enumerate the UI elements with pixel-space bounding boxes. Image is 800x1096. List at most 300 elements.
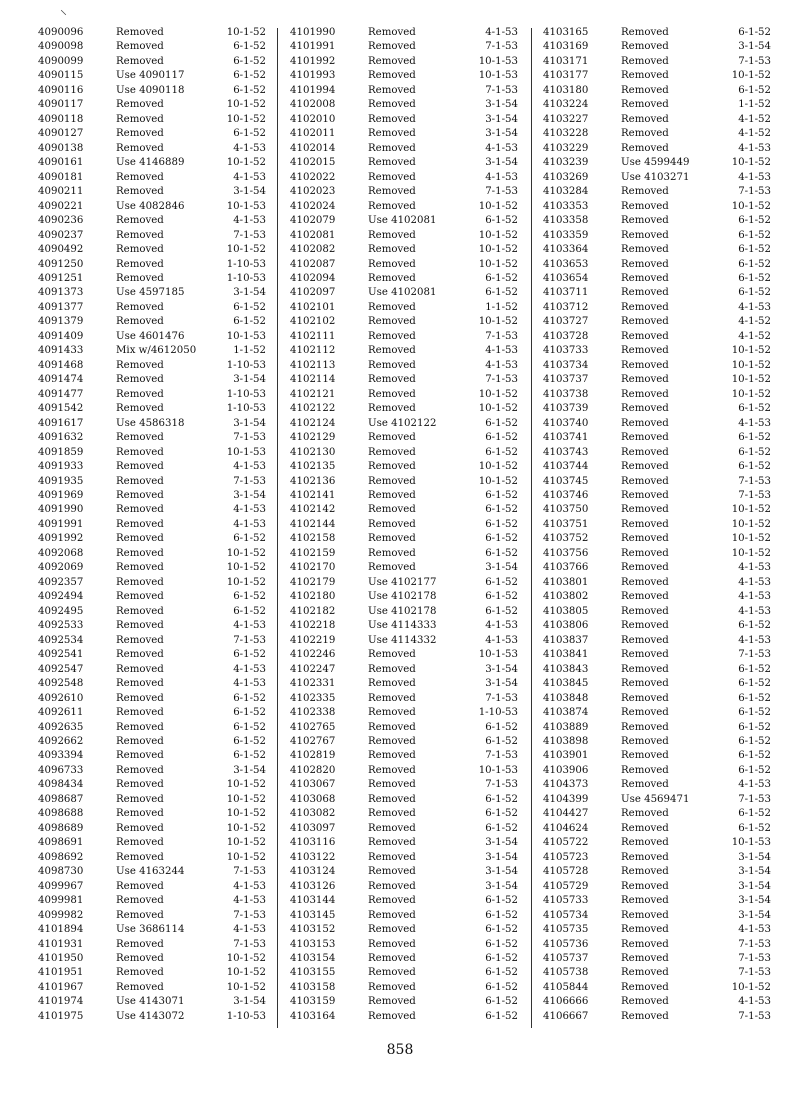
table-row — [290, 590, 540, 604]
status: Removed — [116, 735, 164, 747]
part-number: 4103766 — [543, 562, 589, 574]
date: 4-1-53 — [485, 345, 518, 357]
part-number: 4103144 — [290, 895, 336, 907]
date: 4-1-53 — [738, 779, 771, 791]
part-number: 4101992 — [290, 55, 336, 67]
part-number: 4101975 — [38, 1010, 84, 1022]
status: Removed — [116, 461, 164, 473]
date: 6-1-52 — [738, 692, 771, 704]
date: 6-1-52 — [485, 215, 518, 227]
part-number: 4091474 — [38, 374, 84, 386]
date: 10-1-52 — [478, 200, 518, 212]
part-number: 4102180 — [290, 591, 336, 603]
part-number: 4101931 — [38, 938, 84, 950]
column-2 — [290, 26, 540, 1024]
part-number: 4102246 — [290, 649, 336, 661]
table-row — [290, 851, 540, 865]
part-number: 4091935 — [38, 475, 84, 487]
table-row — [543, 98, 793, 112]
status: Removed — [368, 301, 416, 313]
table-row — [290, 417, 540, 431]
status: Removed — [621, 649, 669, 661]
part-number: 4105728 — [543, 866, 589, 878]
table-row — [543, 952, 793, 966]
table-row — [543, 532, 793, 546]
status: Removed — [116, 316, 164, 328]
table-row — [290, 677, 540, 691]
table-row — [290, 619, 540, 633]
status: Removed — [368, 837, 416, 849]
table-row — [543, 272, 793, 286]
status: Removed — [368, 822, 416, 834]
part-number: 4103901 — [543, 750, 589, 762]
date: 3-1-54 — [485, 678, 518, 690]
part-number: 4101967 — [38, 981, 84, 993]
table-row — [543, 938, 793, 952]
table-row — [290, 315, 540, 329]
date: 6-1-52 — [485, 808, 518, 820]
status: Removed — [368, 547, 416, 559]
table-row — [38, 84, 288, 98]
date: 6-1-52 — [485, 591, 518, 603]
part-number: 4102024 — [290, 200, 336, 212]
status: Removed — [368, 229, 416, 241]
table-row — [38, 431, 288, 445]
part-number: 4102129 — [290, 432, 336, 444]
status: Removed — [621, 330, 669, 342]
status: Removed — [116, 186, 164, 198]
part-number: 4102023 — [290, 186, 336, 198]
part-number: 4091992 — [38, 533, 84, 545]
table-row — [543, 706, 793, 720]
table-row — [543, 619, 793, 633]
table-row — [290, 84, 540, 98]
table-row — [543, 460, 793, 474]
part-number: 4099981 — [38, 895, 84, 907]
date: 4-1-53 — [485, 27, 518, 38]
part-number: 4103171 — [543, 55, 589, 67]
status: Removed — [621, 99, 669, 111]
status: Removed — [621, 967, 669, 979]
status: Use 4102177 — [368, 576, 437, 588]
table-row — [290, 431, 540, 445]
part-number: 4092635 — [38, 721, 84, 733]
status: Removed — [368, 518, 416, 530]
date: 4-1-53 — [233, 171, 266, 183]
status: Removed — [368, 359, 416, 371]
part-number: 4093394 — [38, 750, 84, 762]
date: 3-1-54 — [738, 41, 771, 53]
status: Use 4143071 — [116, 996, 185, 1008]
date: 4-1-53 — [738, 591, 771, 603]
part-number: 4091969 — [38, 490, 84, 501]
part-number: 4092068 — [38, 547, 84, 559]
date: 1-10-53 — [478, 707, 518, 719]
date: 6-1-52 — [485, 1010, 518, 1022]
table-row — [38, 344, 288, 358]
part-number: 4103164 — [290, 1010, 336, 1022]
table-row — [543, 634, 793, 648]
table-row — [290, 532, 540, 546]
date: 10-1-52 — [226, 157, 266, 169]
date: 6-1-52 — [485, 822, 518, 834]
table-row — [290, 836, 540, 850]
status: Removed — [368, 909, 416, 921]
date: 6-1-52 — [485, 490, 518, 501]
status: Removed — [621, 547, 669, 559]
table-row — [38, 55, 288, 69]
table-row — [38, 489, 288, 503]
part-number: 4105722 — [543, 837, 589, 849]
status: Removed — [621, 55, 669, 67]
status: Removed — [116, 822, 164, 834]
date: 7-1-53 — [738, 1010, 771, 1022]
table-row — [38, 764, 288, 778]
date: 7-1-53 — [738, 793, 771, 805]
table-row — [543, 836, 793, 850]
part-number: 4102142 — [290, 504, 336, 516]
table-row — [290, 200, 540, 214]
table-row — [38, 706, 288, 720]
part-number: 4103740 — [543, 417, 589, 429]
part-number: 4103906 — [543, 764, 589, 776]
status: Removed — [116, 490, 164, 501]
table-row — [543, 489, 793, 503]
table-row — [290, 489, 540, 503]
part-number: 4090492 — [38, 244, 84, 256]
status: Removed — [368, 953, 416, 964]
status: Removed — [116, 576, 164, 588]
part-number: 4102141 — [290, 490, 336, 501]
status: Removed — [621, 735, 669, 747]
date: 4-1-53 — [233, 663, 266, 675]
status: Removed — [368, 244, 416, 256]
status: Removed — [116, 229, 164, 241]
part-number: 4103739 — [543, 403, 589, 415]
status: Removed — [116, 432, 164, 444]
part-number: 4105723 — [543, 851, 589, 863]
part-number: 4103745 — [543, 475, 589, 487]
part-number: 4103712 — [543, 301, 589, 313]
date: 10-1-53 — [478, 70, 518, 82]
table-row — [290, 503, 540, 517]
date: 7-1-53 — [738, 55, 771, 67]
status: Removed — [116, 258, 164, 270]
date: 4-1-53 — [233, 142, 266, 154]
table-row — [290, 749, 540, 763]
date: 3-1-54 — [233, 996, 266, 1008]
date: 4-1-53 — [233, 504, 266, 516]
part-number: 4091373 — [38, 287, 84, 299]
status: Removed — [116, 634, 164, 646]
date: 10-1-52 — [226, 547, 266, 559]
date: 4-1-53 — [738, 576, 771, 588]
part-number: 4102122 — [290, 403, 336, 415]
table-row — [543, 142, 793, 156]
status: Removed — [368, 258, 416, 270]
part-number: 4103227 — [543, 113, 589, 125]
part-number: 4102111 — [290, 330, 336, 342]
date: 3-1-54 — [233, 374, 266, 386]
part-number: 4091379 — [38, 316, 84, 328]
part-number: 4091477 — [38, 388, 84, 400]
status: Removed — [116, 793, 164, 805]
status: Removed — [116, 605, 164, 617]
table-row — [290, 142, 540, 156]
date: 10-1-52 — [731, 533, 771, 545]
date: 10-1-52 — [731, 547, 771, 559]
status: Use 4102081 — [368, 215, 437, 227]
status: Removed — [621, 128, 669, 140]
status: Use 4103271 — [621, 171, 690, 183]
part-number: 4105736 — [543, 938, 589, 950]
part-number: 4103738 — [543, 388, 589, 400]
table-row — [543, 446, 793, 460]
status: Removed — [368, 880, 416, 892]
status: Removed — [116, 779, 164, 791]
table-row — [38, 561, 288, 575]
table-row — [38, 721, 288, 735]
status: Removed — [368, 475, 416, 487]
table-row — [38, 200, 288, 214]
part-number: 4103159 — [290, 996, 336, 1008]
date: 10-1-52 — [226, 113, 266, 125]
date: 7-1-53 — [233, 634, 266, 646]
table-row — [290, 243, 540, 257]
part-number: 4102121 — [290, 388, 336, 400]
date: 6-1-52 — [738, 750, 771, 762]
date: 6-1-52 — [485, 533, 518, 545]
status: Use 4146889 — [116, 157, 185, 169]
part-number: 4103752 — [543, 533, 589, 545]
status: Use 4586318 — [116, 417, 185, 429]
date: 7-1-53 — [233, 866, 266, 878]
date: 7-1-53 — [485, 84, 518, 96]
part-number: 4102113 — [290, 359, 336, 371]
table-row — [290, 55, 540, 69]
date: 7-1-53 — [738, 475, 771, 487]
part-number: 4103284 — [543, 186, 589, 198]
status: Removed — [621, 981, 669, 993]
status: Removed — [621, 244, 669, 256]
status: Removed — [621, 215, 669, 227]
part-number: 4103067 — [290, 779, 336, 791]
table-row — [38, 113, 288, 127]
table-row — [290, 634, 540, 648]
status: Removed — [621, 200, 669, 212]
status: Removed — [368, 692, 416, 704]
table-row — [543, 518, 793, 532]
part-number: 4091859 — [38, 446, 84, 458]
part-number: 4098692 — [38, 851, 84, 863]
date: 10-1-53 — [226, 330, 266, 342]
date: 10-1-52 — [226, 576, 266, 588]
date: 7-1-53 — [485, 41, 518, 53]
table-row — [38, 127, 288, 141]
date: 6-1-52 — [738, 678, 771, 690]
table-row — [38, 851, 288, 865]
part-number: 4102218 — [290, 620, 336, 632]
table-row — [290, 359, 540, 373]
table-row — [290, 706, 540, 720]
table-row — [290, 98, 540, 112]
date: 6-1-52 — [233, 128, 266, 140]
table-row — [543, 359, 793, 373]
date: 6-1-52 — [485, 967, 518, 979]
status: Use 4114332 — [368, 634, 437, 646]
date: 6-1-52 — [738, 272, 771, 284]
part-number: 4102081 — [290, 229, 336, 241]
part-number: 4098687 — [38, 793, 84, 805]
status: Use 4082846 — [116, 200, 185, 212]
status: Removed — [368, 388, 416, 400]
status: Removed — [116, 171, 164, 183]
status: Removed — [368, 678, 416, 690]
table-row — [38, 894, 288, 908]
date: 7-1-53 — [485, 692, 518, 704]
status: Removed — [621, 663, 669, 675]
part-number: 4102097 — [290, 287, 336, 299]
table-row — [38, 156, 288, 170]
table-row — [38, 503, 288, 517]
date: 6-1-52 — [738, 287, 771, 299]
table-row — [38, 634, 288, 648]
part-number: 4103116 — [290, 837, 336, 849]
date: 10-1-52 — [226, 981, 266, 993]
table-row — [543, 561, 793, 575]
table-row — [290, 40, 540, 54]
table-row — [290, 807, 540, 821]
date: 10-1-52 — [226, 953, 266, 964]
status: Removed — [368, 461, 416, 473]
table-row — [290, 793, 540, 807]
table-row — [38, 69, 288, 83]
part-number: 4092610 — [38, 692, 84, 704]
part-number: 4103358 — [543, 215, 589, 227]
part-number: 4092495 — [38, 605, 84, 617]
date: 6-1-52 — [485, 721, 518, 733]
part-number: 4090115 — [38, 70, 84, 82]
status: Removed — [621, 851, 669, 863]
status: Removed — [621, 576, 669, 588]
part-number: 4090211 — [38, 186, 84, 198]
status: Removed — [368, 171, 416, 183]
table-row — [38, 995, 288, 1009]
date: 6-1-52 — [485, 272, 518, 284]
part-number: 4103746 — [543, 490, 589, 501]
status: Removed — [116, 215, 164, 227]
date: 4-1-53 — [738, 171, 771, 183]
table-row — [543, 822, 793, 836]
date: 6-1-52 — [233, 735, 266, 747]
status: Removed — [368, 779, 416, 791]
date: 4-1-52 — [738, 113, 771, 125]
date: 4-1-53 — [233, 461, 266, 473]
status: Use 4102081 — [368, 287, 437, 299]
part-number: 4090096 — [38, 27, 84, 38]
table-row — [38, 402, 288, 416]
part-number: 4102219 — [290, 634, 336, 646]
part-number: 4090118 — [38, 113, 84, 125]
date: 6-1-52 — [738, 229, 771, 241]
table-row — [38, 576, 288, 590]
status: Removed — [368, 345, 416, 357]
part-number: 4103845 — [543, 678, 589, 690]
part-number: 4103180 — [543, 84, 589, 96]
part-number: 4102338 — [290, 707, 336, 719]
date: 6-1-52 — [485, 996, 518, 1008]
part-number: 4103169 — [543, 41, 589, 53]
table-row — [290, 258, 540, 272]
date: 3-1-54 — [485, 837, 518, 849]
table-row — [290, 402, 540, 416]
part-number: 4103837 — [543, 634, 589, 646]
date: 10-1-52 — [226, 27, 266, 38]
part-number: 4103750 — [543, 504, 589, 516]
date: 6-1-52 — [738, 446, 771, 458]
date: 10-1-52 — [226, 837, 266, 849]
date: 6-1-52 — [485, 518, 518, 530]
table-row — [38, 142, 288, 156]
table-row — [38, 909, 288, 923]
table-row — [38, 663, 288, 677]
date: 6-1-52 — [738, 620, 771, 632]
date: 6-1-52 — [738, 244, 771, 256]
date: 10-1-52 — [226, 244, 266, 256]
date: 6-1-52 — [738, 403, 771, 415]
table-row — [543, 648, 793, 662]
status: Removed — [621, 591, 669, 603]
table-row — [290, 995, 540, 1009]
status: Use 4163244 — [116, 866, 185, 878]
date: 6-1-52 — [485, 909, 518, 921]
table-row — [290, 966, 540, 980]
status: Removed — [621, 113, 669, 125]
date: 7-1-53 — [233, 229, 266, 241]
part-number: 4102112 — [290, 345, 336, 357]
table-row — [38, 793, 288, 807]
date: 3-1-54 — [485, 128, 518, 140]
part-number: 4103848 — [543, 692, 589, 704]
part-number: 4096733 — [38, 764, 84, 776]
status: Removed — [116, 764, 164, 776]
status: Removed — [368, 866, 416, 878]
table-row — [290, 518, 540, 532]
date: 10-1-52 — [478, 461, 518, 473]
date: 7-1-53 — [738, 938, 771, 950]
part-number: 4103889 — [543, 721, 589, 733]
table-row — [38, 26, 288, 40]
table-row — [38, 590, 288, 604]
status: Removed — [116, 518, 164, 530]
status: Removed — [621, 837, 669, 849]
status: Removed — [621, 432, 669, 444]
part-number: 4103124 — [290, 866, 336, 878]
part-number: 4103353 — [543, 200, 589, 212]
table-row — [290, 69, 540, 83]
table-row — [543, 749, 793, 763]
part-number: 4102101 — [290, 301, 336, 313]
date: 4-1-53 — [738, 996, 771, 1008]
part-number: 4091617 — [38, 417, 84, 429]
table-row — [38, 417, 288, 431]
date: 6-1-52 — [738, 721, 771, 733]
status: Removed — [621, 822, 669, 834]
part-number: 4105737 — [543, 953, 589, 964]
status: Removed — [368, 533, 416, 545]
table-row — [38, 619, 288, 633]
table-row — [290, 113, 540, 127]
